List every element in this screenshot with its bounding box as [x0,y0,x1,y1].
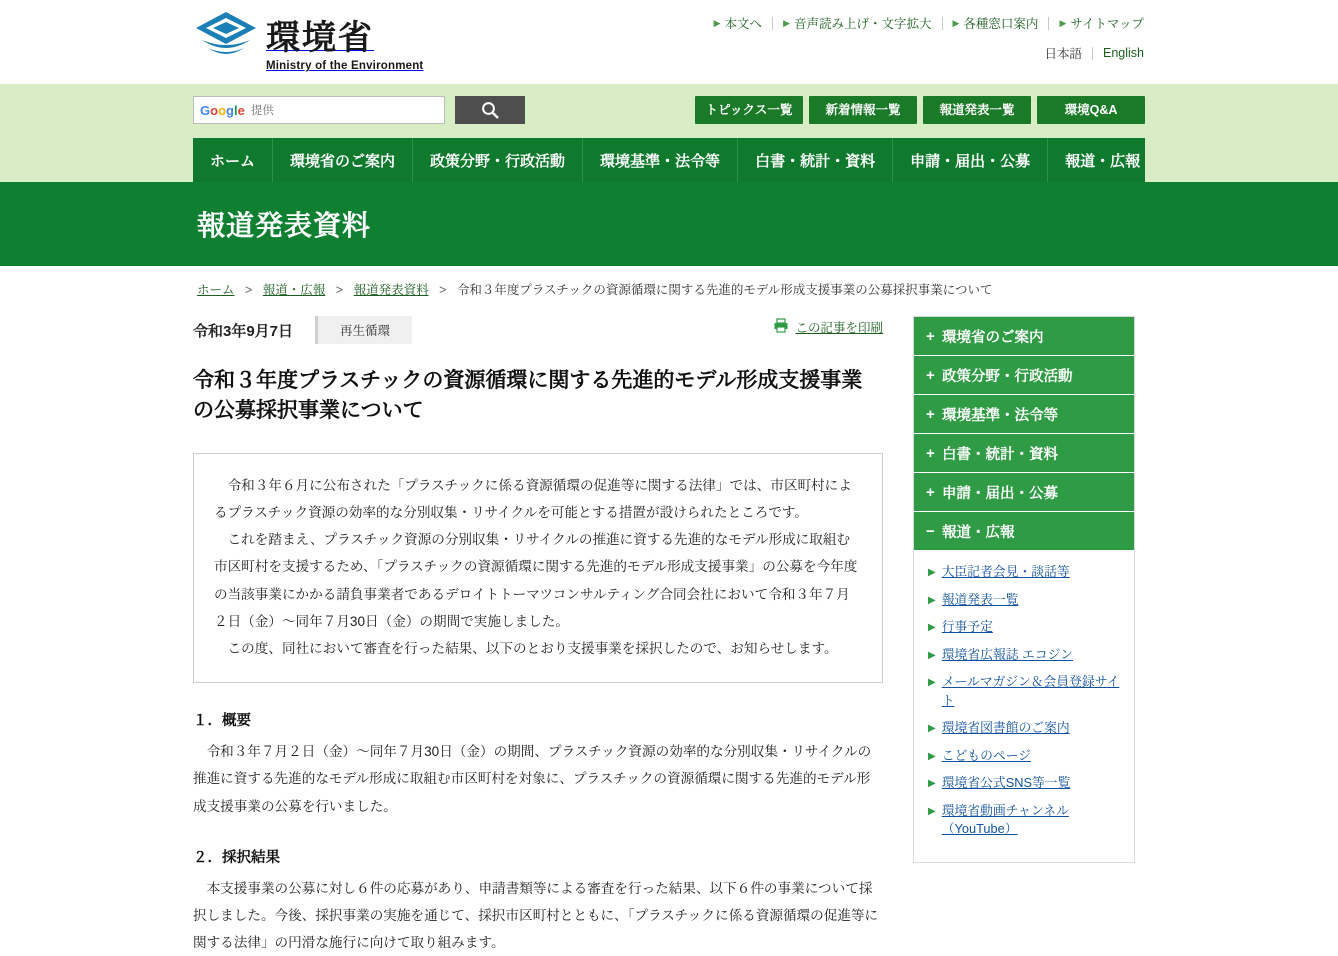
sidebar-item-label: 環境基準・法令等 [942,407,1058,424]
sublink-mailmagazine[interactable]: メールマガジン＆会員登録サイト [941,674,1120,708]
logo-subtitle: Ministry of the Environment [266,60,424,73]
search-input[interactable] [193,96,445,124]
plus-icon: + [926,327,935,345]
breadcrumb-bar [0,266,1338,308]
site-logo[interactable] [192,8,423,72]
triangle-right-icon: ▶ [928,622,936,634]
sublink-press-release-list[interactable]: 報道発表一覧 [941,591,1019,607]
sidebar-accordion [913,316,1135,551]
google-logo-o2: o [218,102,227,118]
sidebar-item-label: 環境省のご案内 [942,329,1044,346]
triangle-right-icon: ▶ [713,17,721,28]
breadcrumb-separator: > [439,283,447,297]
sublink-sns[interactable]: 環境省公式SNS等一覧 [941,775,1071,791]
util-link-honbun[interactable] [704,14,772,32]
sidebar-item-about[interactable] [914,317,1134,356]
list-item [928,774,1124,793]
lead-paragraph-3: この度、同社において審査を行った結果、以下のとおり支援事業を採択したので、お知らせします。 [227,641,838,656]
triangle-right-icon: ▶ [928,594,936,606]
breadcrumb-press-releases[interactable]: 報道発表資料 [353,283,429,297]
sidebar-item-label: 報道・広報 [942,524,1015,541]
lang-english[interactable]: English [1103,46,1144,60]
utility-links [704,14,1154,32]
quick-link-qa[interactable]: 環境Q&A [1037,96,1145,124]
triangle-right-icon: ▶ [783,17,790,28]
sidebar-item-label: 白書・統計・資料 [942,446,1058,463]
google-logo-g2: g [226,102,234,118]
section-heading-results: ２．採択結果 [193,849,280,866]
breadcrumb-home[interactable]: ホーム [197,283,235,297]
section-heading-overview: １．概要 [193,713,251,730]
logo-title: 環境省 [266,19,374,57]
article-heading: 令和３年度プラスチックの資源循環に関する先進的モデル形成支援事業の公募採択事業について [193,369,863,423]
breadcrumb-press-pr[interactable]: 報道・広報 [262,283,326,297]
nav-item-home[interactable]: ホーム [193,138,273,182]
quick-link-topics[interactable]: トピックス一覧 [695,96,803,124]
main-column [193,316,883,956]
triangle-right-icon: ▶ [1059,17,1067,28]
sidebar-item-standards[interactable] [914,395,1134,434]
ministry-emblem-icon [192,8,260,64]
triangle-right-icon: ▶ [928,567,936,578]
plus-icon: + [926,366,935,384]
search-button[interactable] [455,96,525,124]
list-item [928,591,1124,610]
plus-icon: + [926,444,935,462]
article-meta [193,316,883,344]
quick-link-news[interactable]: 新着情報一覧 [809,96,917,124]
category-tag: 再生循環 [315,316,412,344]
sidebar-item-label: 申請・届出・公募 [942,485,1058,502]
section-body-overview: 令和３年７月２日（金）〜同年７月30日（金）の期間、プラスチック資源の効率的な分別収集・リサイクルの推進に資する先進的なモデル形成に取組む市区町村を対象に、プラスチックの資源循環に関する先進的モデル形成支援事業の公募を行いました。 [193,744,872,814]
sublink-youtube[interactable]: 環境省動画チャンネル（YouTube） [941,802,1069,837]
nav-item-applications[interactable]: 申請・届出・公募 [893,138,1048,182]
nav-item-press[interactable]: 報道・広報 [1065,152,1141,170]
breadcrumb-separator: > [335,283,344,297]
util-link-contact[interactable] [943,14,1049,32]
triangle-right-icon: ▶ [928,778,936,790]
lang-japanese[interactable]: 日本語 [1044,47,1082,61]
section-body-results: 本支援事業の公募に対し６件の応募があり、申請書類等による審査を行った結果、以下６件の事業について採択しました。今後、採択事業の実施を通じて、採択市区町村とともに、「プラスチックに係る資源循環の促進等に関する法律」の円滑な施行に向けて取り組みます。 [193,880,879,951]
triangle-right-icon: ▶ [928,723,936,735]
breadcrumb [193,266,1145,308]
google-logo-l: l [233,102,238,118]
list-item [928,719,1124,738]
sidebar [913,316,1135,956]
util-link-label: 各種窓口案内 [963,17,1039,31]
search-provider-note: 提供 [250,105,274,117]
quick-link-press[interactable]: 報道発表一覧 [923,96,1031,124]
triangle-right-icon: ▶ [928,805,936,817]
util-link-sitemap[interactable] [1049,14,1154,32]
sublink-kids[interactable]: こどものページ [941,747,1032,763]
sublink-library[interactable]: 環境省図書館のご案内 [941,720,1070,736]
util-link-label: 本文へ [724,17,763,31]
printer-icon [773,318,789,336]
list-item [928,747,1124,766]
list-item [928,563,1124,582]
publish-date: 令和3年9月7日 [193,322,294,340]
sublink-press-conference[interactable]: 大臣記者会見・談話等 [941,564,1070,579]
sublink-events[interactable]: 行事予定 [941,619,993,635]
util-link-voice[interactable] [773,14,941,32]
site-header [0,0,1338,84]
sublink-ecojin[interactable]: 環境省広報誌 エコジン [941,646,1073,662]
util-link-label: サイトマップ [1070,17,1144,31]
util-link-label: 音声読み上げ・文字拡大 [793,17,932,31]
sidebar-item-applications[interactable] [914,473,1134,512]
nav-item-standards[interactable]: 環境基準・法令等 [583,138,738,182]
minus-icon: − [926,522,935,540]
page-title-banner [0,182,1338,266]
main-navigation [193,138,1145,182]
sidebar-item-whitepaper[interactable] [914,434,1134,473]
lead-paragraph-2: これを踏まえ、プラスチック資源の分別収集・リサイクルの推進に資する先進的なモデル形成に取組む市区町村を支援するため、「プラスチックの資源循環に関する先進的モデル形成支援事業」の公募を今年度の当該事業にかかる請負事業者であるデロイトトーマツコンサルティング合同会社において令和３年７月２日（金）〜同年７月30日（金）の期間で実施しました。 [214,532,858,629]
list-item [928,646,1124,665]
triangle-right-icon: ▶ [952,17,960,28]
nav-item-policy[interactable]: 政策分野・行政活動 [413,138,583,182]
sidebar-sublist [913,551,1135,863]
list-item [928,673,1124,710]
language-switcher [1034,44,1154,62]
plus-icon: + [926,483,935,501]
content-area [193,308,1145,956]
quick-links [695,96,1145,124]
triangle-right-icon: ▶ [928,677,936,689]
sidebar-item-press[interactable] [914,512,1134,551]
nav-item-about[interactable]: 環境省のご案内 [273,138,413,182]
sidebar-item-label: 政策分野・行政活動 [942,368,1073,385]
nav-item-whitepaper[interactable]: 白書・統計・資料 [738,138,893,182]
print-article-button[interactable] [773,318,883,336]
list-item [928,618,1124,637]
list-item [928,802,1124,839]
google-logo-e: e [237,102,245,118]
triangle-right-icon: ▶ [928,750,936,762]
lead-paragraph-1: 令和３年６月に公布された「プラスチックに係る資源循環の促進等に関する法律」では、市区町村によるプラスチック資源の効率的な分別収集・リサイクルを可能とする措置が設けられたところです。 [214,477,852,521]
plus-icon: + [926,405,935,423]
sidebar-item-policy[interactable] [914,356,1134,395]
page-title: 報道発表資料 [197,210,372,241]
print-label: この記事を印刷 [795,321,883,335]
breadcrumb-separator: > [245,283,253,297]
breadcrumb-current: 令和３年度プラスチックの資源循環に関する先進的モデル形成支援事業の公募採択事業について [456,283,993,297]
lead-summary-box [193,453,883,683]
triangle-right-icon: ▶ [928,649,936,661]
search-and-nav-band [0,84,1338,182]
google-logo-o1: o [210,102,219,118]
search-icon [480,100,500,120]
google-logo-g: G [200,102,211,118]
